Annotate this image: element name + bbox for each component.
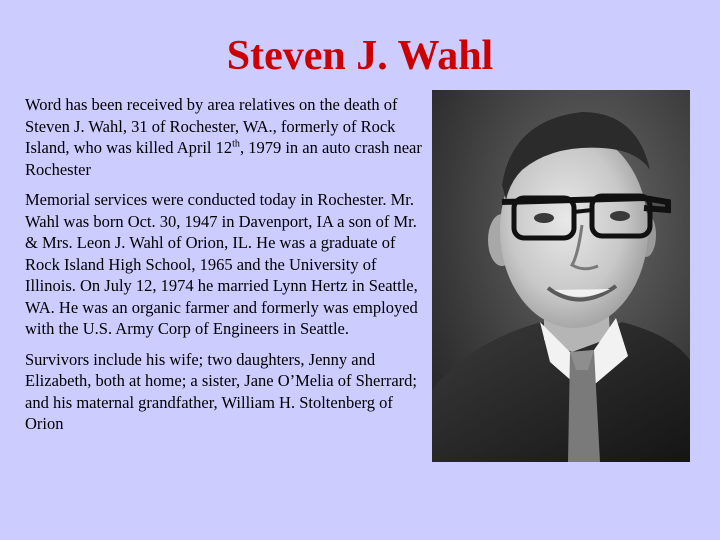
ordinal-suffix: th: [232, 138, 240, 150]
paragraph-death-notice: [25, 94, 423, 180]
paragraph-death-notice-text: Word has been received by area relatives on the death of Steven J. Wahl, 31 of Rochester, WA., formerly of Rock Island, who was killed April 12: [25, 95, 398, 157]
page-title: Steven J. Wahl: [226, 33, 494, 79]
paragraph-survivors: Survivors include his wife; two daughters, Jenny and Elizabeth, both at home; a sister, Jane O’Melia of Sherrard; and his maternal grandfather, William H. Stoltenberg of Orion: [25, 349, 418, 433]
paragraph-death-notice-tail: , 1979 in an auto crash near Rochester: [25, 138, 422, 179]
paragraph-biography: Memorial services were conducted today in Rochester. Mr. Wahl was born Oct. 30, 1947 in Davenport, IA a son of Mr. & Mrs. Leon J. Wahl of Orion, IL. He was a graduate of Rock Island High School, 1965 and the University of Illinois. On July 12, 1974 he married Lynn Hertz in Seattle, WA. He was an organic farmer and formerly was employed with the U.S. Army Corp of Engineers in Seattle.: [25, 190, 418, 338]
obituary-text: [25, 94, 423, 444]
portrait-photo-icon: [432, 90, 690, 462]
